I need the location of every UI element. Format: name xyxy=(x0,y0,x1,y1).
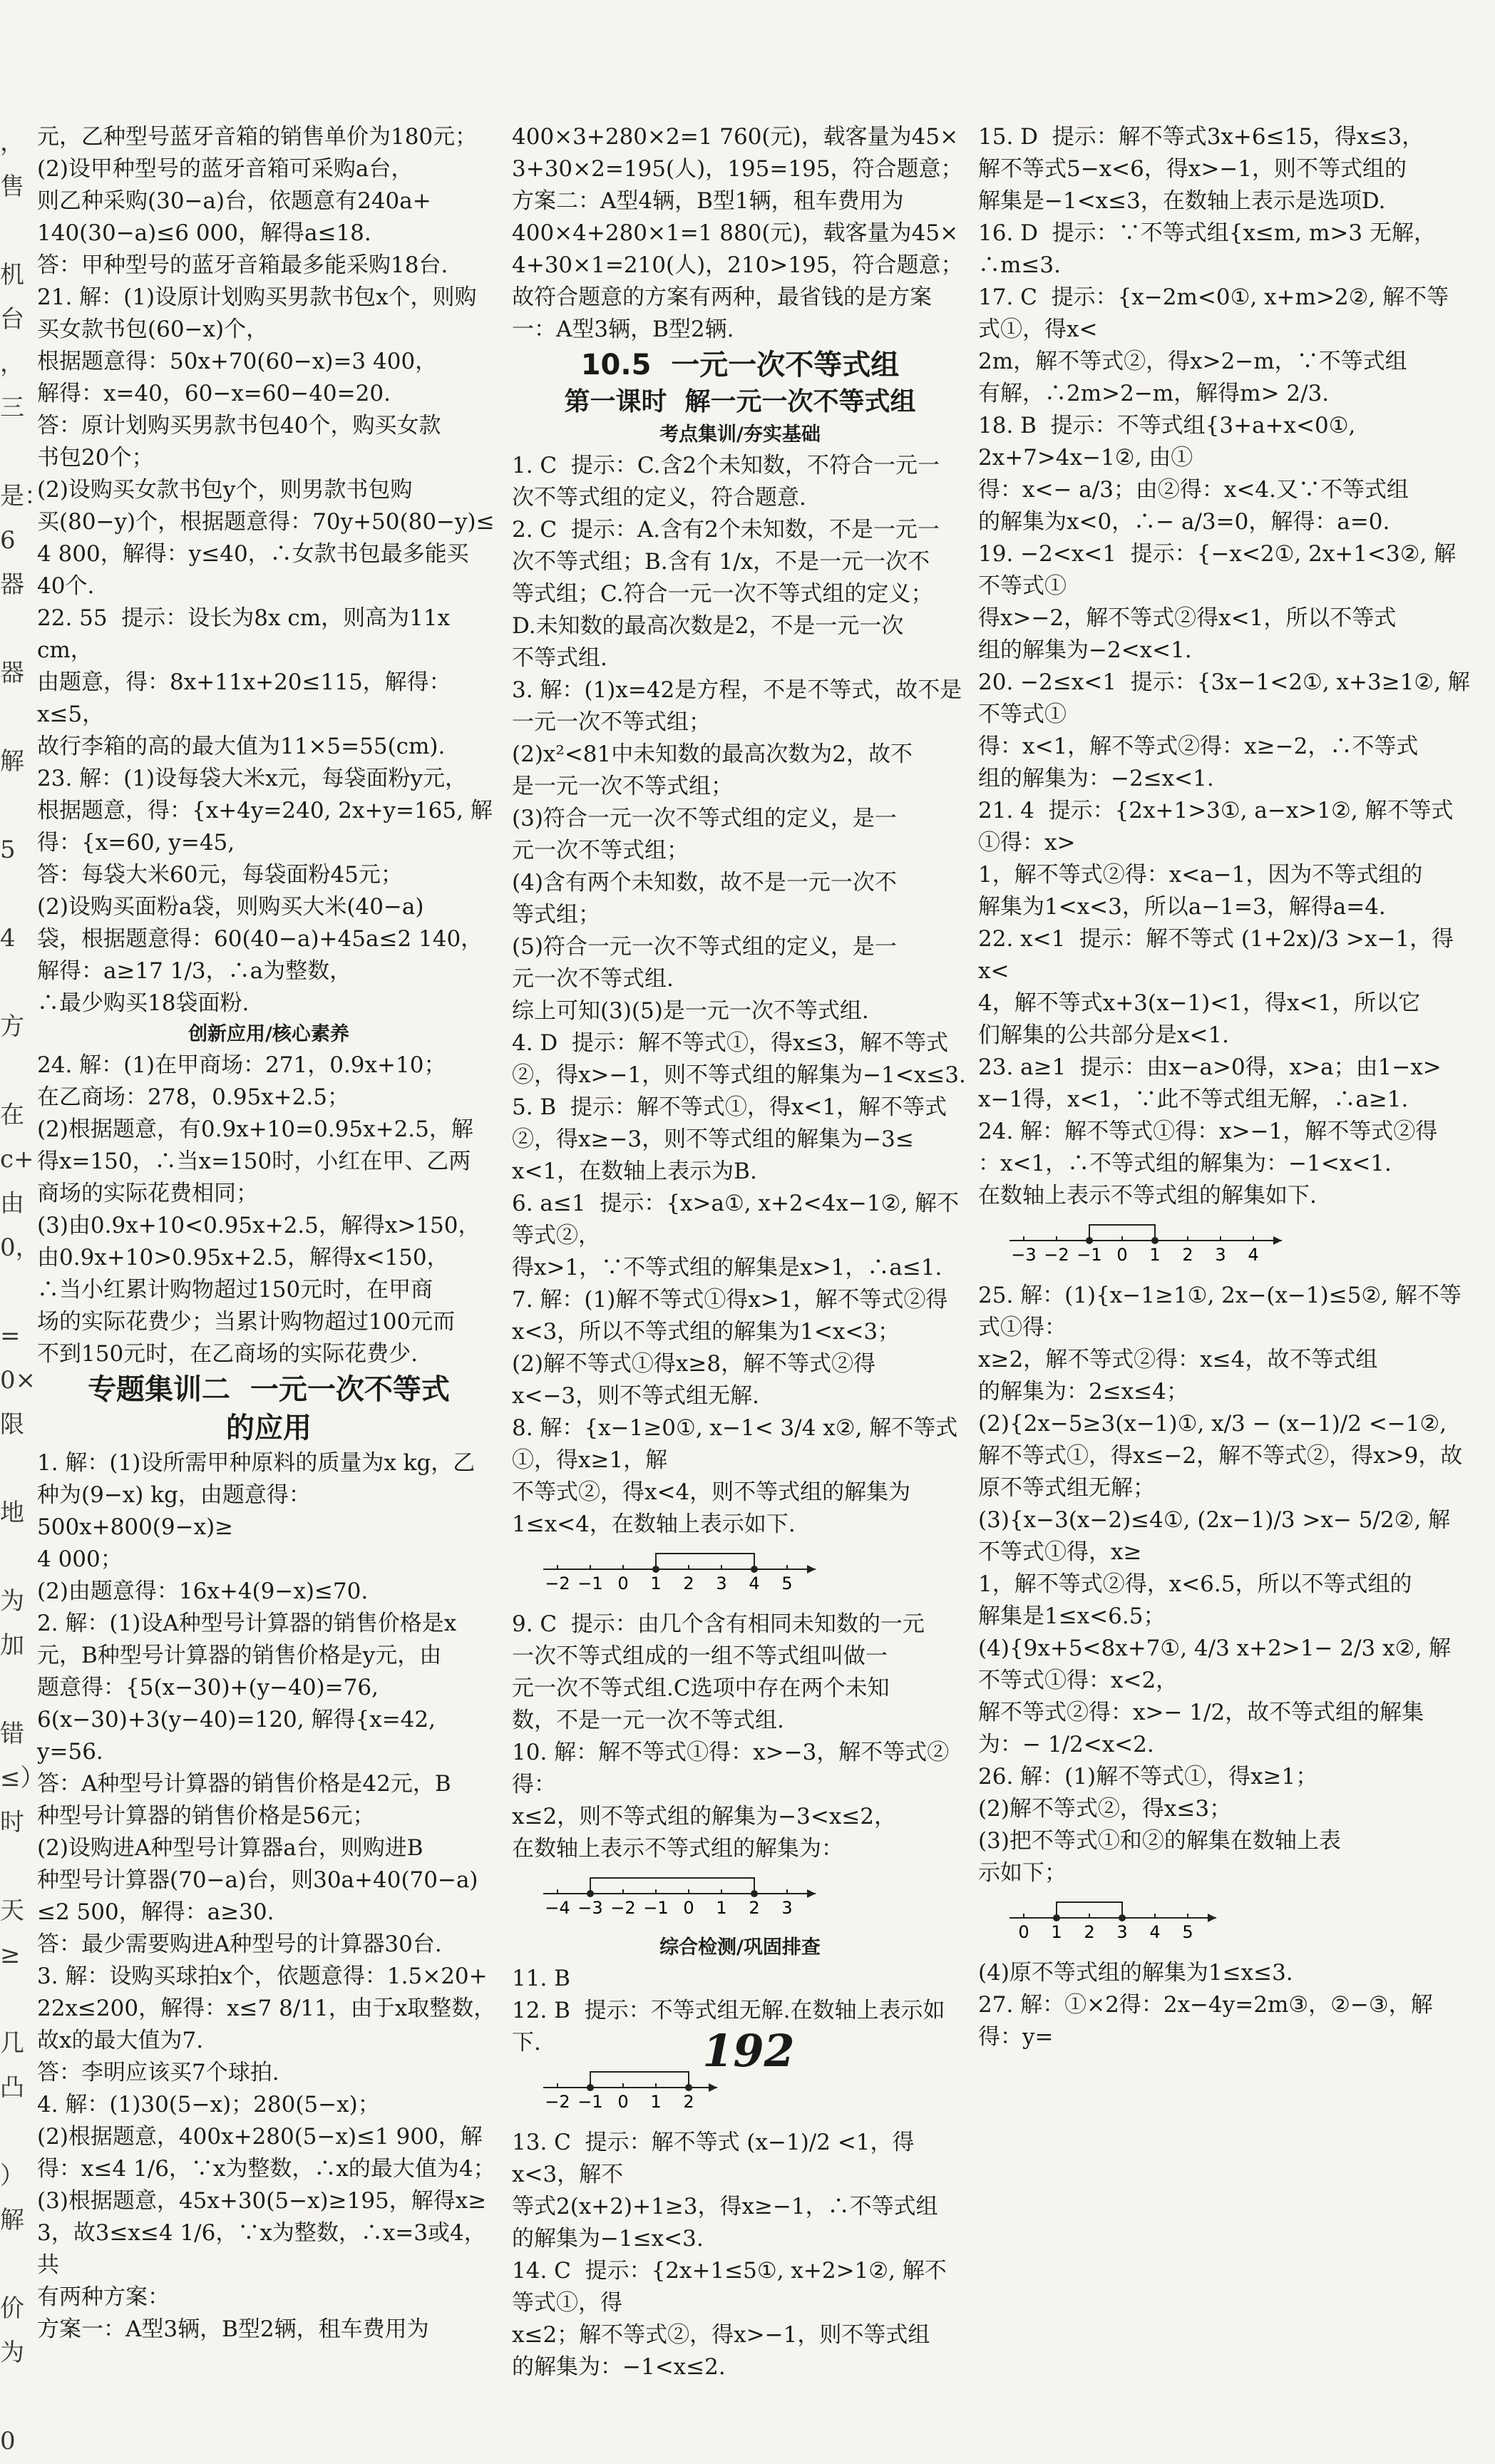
edge-fragment xyxy=(0,2110,27,2155)
edge-fragment xyxy=(0,1270,27,1315)
text-line: 得x>−2，解不等式②得x<1，所以不等式 xyxy=(978,605,1397,631)
text-line: 买(80−y)个，根据题意得：70y+50(80−y)≤ xyxy=(37,509,495,535)
text-line: 一：A型3辆，B型2辆. xyxy=(512,317,734,342)
edge-fragment xyxy=(0,961,27,1005)
text-line: 1，解不等式②得：x<a−1，因为不等式组的 xyxy=(978,862,1423,888)
text-line: 的解集为−1≤x<3. xyxy=(512,2226,704,2252)
number-line-q26 xyxy=(1007,1894,1219,1944)
number-line-q8 xyxy=(540,1545,818,1595)
edge-fragment: 4 xyxy=(0,924,16,953)
edge-fragment: 价 xyxy=(0,2294,24,2323)
text-line: 在数轴上表示不等式组的解集如下. xyxy=(978,1183,1317,1208)
edge-fragment: 解 xyxy=(0,747,24,776)
number-line-tick-label: 5 xyxy=(781,1574,793,1593)
number-line-tick-label: −2 xyxy=(610,1898,636,1918)
edge-fragment: 器 xyxy=(0,570,24,599)
edge-fragment: 错 xyxy=(0,1720,24,1748)
text-line: ∴最少购买18袋面粉. xyxy=(37,990,250,1016)
text-line: (4)含有两个未知数，故不是一元一次不 xyxy=(512,870,897,895)
number-line-endpoint xyxy=(1151,1237,1159,1244)
edge-fragment xyxy=(0,1536,27,1580)
text-line: 20. −2≤x<1 提示：{3x−1<2①, x+3≥1②, 解不等式① xyxy=(978,669,1470,727)
text-line: ≤2 500，解得：a≥30. xyxy=(37,1899,274,1925)
edge-fragment: 器 xyxy=(0,659,24,687)
edge-fragment: 方 xyxy=(0,1012,24,1041)
text-line: 示如下； xyxy=(978,1860,1067,1886)
text-line: 23. 解：(1)设每袋大米x元，每袋面粉y元， xyxy=(37,766,468,791)
number-line-tick-label: 1 xyxy=(1051,1922,1062,1942)
text-line: 元一次不等式组. xyxy=(512,966,674,992)
text-line: (2)根据题意，400x+280(5−x)≤1 900，解 xyxy=(37,2124,483,2150)
text-line: 4 000； xyxy=(37,1546,123,1572)
number-line-tick-label: −2 xyxy=(545,2092,570,2112)
text-line: 得x>1，∵不等式组的解集是x>1，∴a≤1. xyxy=(512,1255,942,1280)
text-line: x<1，在数轴上表示为B. xyxy=(512,1159,757,1184)
text-line: 3. 解：设购买球拍x个，依题意得：1.5×20+ xyxy=(37,1963,488,1989)
text-line: 在数轴上表示不等式组的解集为： xyxy=(512,1836,843,1862)
number-line-tick-label: 1 xyxy=(650,1574,662,1593)
edge-fragment: 机 xyxy=(0,261,24,289)
text-line: 答：A种型号计算器的销售价格是42元，B xyxy=(37,1771,451,1797)
number-line-endpoint xyxy=(1086,1237,1093,1244)
text-line: 次不等式组；B.含有 1/x，不是一元一次不 xyxy=(512,549,930,575)
edge-fragment: 解 xyxy=(0,2206,24,2234)
text-line: 6. a≤1 提示：{x>a①, x+2<4x−1②, 解不等式②， xyxy=(512,1191,960,1248)
number-line-endpoint xyxy=(685,2084,692,2091)
text-line: 元，乙种型号蓝牙音箱的销售单价为180元； xyxy=(37,124,478,150)
text-line: 种为(9−x) kg，由题意得：500x+800(9−x)≥ xyxy=(37,1482,311,1540)
arrow-right-icon xyxy=(807,1889,816,1898)
text-line: 答：最少需要购进A种型号的计算器30台. xyxy=(37,1931,442,1957)
text-line: 的解集为x<0，∴− a/3=0，解得：a=0. xyxy=(978,509,1390,535)
number-line-tick-label: −3 xyxy=(577,1898,603,1918)
text-line: 24. 解：解不等式①得：x>−1，解不等式②得 xyxy=(978,1119,1438,1144)
text-line: 1，解不等式②得，x<6.5，所以不等式组的 xyxy=(978,1571,1412,1597)
text-line: 26. 解：(1)解不等式①，得x≥1； xyxy=(978,1764,1318,1790)
text-line: (2)设购进A种型号计算器a台，则购进B xyxy=(37,1835,423,1861)
text-line: ②，得x≥−3，则不等式组的解集为−3≤ xyxy=(512,1126,914,1152)
text-line: 一次不等式组成的一组不等式组叫做一 xyxy=(512,1643,888,1669)
arrow-right-icon xyxy=(709,2083,717,2092)
text-line: (2)x²<81中未知数的最高次数为2，故不 xyxy=(512,741,913,767)
text-line: (2)设购买女款书包y个，则男款书包购 xyxy=(37,477,413,503)
number-line-tick-label: 2 xyxy=(749,1898,760,1918)
number-line-endpoint xyxy=(751,1566,758,1573)
edge-fragment: 台 xyxy=(0,305,24,334)
text-line: 等式2(x+2)+1≥3，得x≥−1，∴不等式组 xyxy=(512,2194,938,2219)
edge-fragment xyxy=(0,696,27,740)
text-line: 3+30×2=195(人)，195=195，符合题意； xyxy=(512,156,963,182)
text-line: 的解集为：2≤x≤4； xyxy=(978,1379,1188,1405)
text-line: 25. 解：(1){x−1≥1①, 2x−(x−1)≤5②, 解不等式①得： xyxy=(978,1283,1461,1340)
text-line: 22x≤200，解得：x≤7 8/11，由于x取整数， xyxy=(37,1996,496,2021)
text-line: 21. 4 提示：{2x+1>3①, a−x>1②, 解不等式①得：x> xyxy=(978,798,1454,856)
edge-fragment: 三 xyxy=(0,394,24,422)
text-line: 21. 解：(1)设原计划购买男款书包x个，则购 xyxy=(37,284,477,310)
text-line: 13. C 提示：解不等式 (x−1)/2 <1，得x<3，解不 xyxy=(512,2130,915,2187)
edge-fragment: 0× xyxy=(0,1366,36,1395)
text-line: 有解，∴2m>2−m，解得m> 2/3. xyxy=(978,381,1330,406)
number-line-tick-label: 1 xyxy=(716,1898,727,1918)
text-line: 由题意，得：8x+11x+20≤115，解得：x≤5， xyxy=(37,669,451,727)
edge-fragment xyxy=(0,784,27,828)
text-line: 书包20个； xyxy=(37,445,154,471)
text-line: 袋，根据题意得：60(40−a)+45a≤2 140， xyxy=(37,926,483,952)
edge-fragment xyxy=(0,1978,27,2022)
text-line: x≤2；解不等式②，得x>−1，则不等式组 xyxy=(512,2322,930,2348)
text-line: 5. B 提示：解不等式①，得x<1，解不等式 xyxy=(512,1094,947,1120)
number-line-endpoint xyxy=(587,1890,594,1897)
text-line: (3)把不等式①和②的解集在数轴上表 xyxy=(978,1828,1341,1854)
number-line-solution-range xyxy=(656,1554,754,1569)
edge-fragment: 由 xyxy=(0,1189,24,1218)
text-line: 元，B种型号计算器的销售价格是y元，由 xyxy=(37,1643,442,1668)
edge-fragment: 是： xyxy=(0,482,48,510)
text-line: 不等式②，得x<4，则不等式组的解集为 xyxy=(512,1479,911,1505)
text-line: 答：原计划购买男款书包40个，购买女款 xyxy=(37,413,441,438)
text-line: 23. a≥1 提示：由x−a>0得，x>a；由1−x> xyxy=(978,1054,1442,1080)
edge-fragment xyxy=(0,1049,27,1094)
text-line: (2)解不等式②，得x≤3； xyxy=(978,1796,1232,1822)
number-line-tick-label: 4 xyxy=(1248,1245,1259,1265)
text-line: (4)原不等式组的解集为1≤x≤3. xyxy=(978,1960,1293,1986)
text-line: (2){2x−5≥3(x−1)①, x/3 − (x−1)/2 <−1②, xyxy=(978,1411,1447,1437)
text-line: 是一元一次不等式组； xyxy=(512,774,733,799)
text-line: 答：甲种型号的蓝牙音箱最多能采购18台. xyxy=(37,252,448,278)
text-line: 解得：x=40，60−x=60−40=20. xyxy=(37,381,391,406)
number-line-tick-label: 2 xyxy=(1084,1922,1095,1942)
text-line: 题意得：{5(x−30)+(y−40)=76, 6(x−30)+3(y−40)=120, 解得{x=42, y=56. xyxy=(37,1675,443,1765)
number-line-tick-label: 0 xyxy=(617,2092,629,2112)
text-line: 17. C 提示：{x−2m<0①, x+m>2②, 解不等式①，得x< xyxy=(978,284,1449,342)
text-line: 2. C 提示：A.含有2个未知数，不是一元一 xyxy=(512,517,940,543)
number-line-tick-label: 3 xyxy=(781,1898,793,1918)
text-line: 4. 解：(1)30(5−x)；280(5−x)； xyxy=(37,2092,380,2118)
text-line: 方案二：A型4辆，B型1辆，租车费用为 xyxy=(512,188,904,214)
text-line: 14. C 提示：{2x+1≤5①, x+2>1②, 解不等式①，得 xyxy=(512,2258,947,2316)
text-line: 组的解集为：−2≤x<1. xyxy=(978,766,1214,791)
left-edge-fragments xyxy=(0,121,48,2455)
text-line: 得：x<− a/3；由②得：x<4.又∵不等式组 xyxy=(978,477,1409,503)
text-line: ∴当小红累计购物超过150元时，在甲商 xyxy=(37,1277,433,1303)
text-line: 解集为1<x<3，所以a−1=3，解得a=4. xyxy=(978,894,1386,920)
edge-fragment xyxy=(0,1845,27,1889)
text-line: x<−3，则不等式组无解. xyxy=(512,1383,760,1409)
text-line: 24. 解：(1)在甲商场：271，0.9x+10； xyxy=(37,1052,446,1078)
text-line: x≤2，则不等式组的解集为−3<x≤2， xyxy=(512,1804,897,1829)
section-heading: 创新应用/核心素养 xyxy=(188,1023,349,1045)
text-line: 得：x<1，解不等式②得：x≥−2，∴不等式 xyxy=(978,734,1419,759)
edge-fragment xyxy=(0,431,27,475)
edge-fragment: ≥ xyxy=(0,1941,21,1969)
text-line: 买女款书包(60−x)个， xyxy=(37,317,269,342)
number-line-solution-range xyxy=(590,1878,754,1894)
text-line: 400×4+280×1=1 880(元)，载客量为45× xyxy=(512,220,959,246)
text-line: 故x的最大值为7. xyxy=(37,2028,204,2053)
number-line-tick-label: 0 xyxy=(1116,1245,1128,1265)
number-line-tick-label: −1 xyxy=(577,1574,603,1593)
text-line: 4，解不等式x+3(x−1)<1，得x<1，所以它 xyxy=(978,990,1421,1016)
text-line: 等式组； xyxy=(512,902,600,928)
page-number: 192 xyxy=(702,2025,795,2077)
text-line: (5)符合一元一次不等式组的定义，是一 xyxy=(512,934,897,960)
edge-fragment xyxy=(0,607,27,652)
text-line: (4){9x+5<8x+7①, 4/3 x+2>1− 2/3 x②, 解不等式①得：x<2， xyxy=(978,1636,1452,1693)
arrow-right-icon xyxy=(807,1565,816,1574)
edge-fragment: ） xyxy=(0,2162,24,2190)
number-line-tick-label: −4 xyxy=(545,1898,570,1918)
text-line: 解不等式5−x<6，得x>−1，则不等式组的 xyxy=(978,156,1407,182)
number-line-tick-label: 5 xyxy=(1182,1922,1193,1942)
edge-fragment: 为 xyxy=(0,1587,24,1616)
text-line: (2)设甲种型号的蓝牙音箱可采购a台， xyxy=(37,156,413,182)
number-line-endpoint xyxy=(1119,1914,1126,1921)
edge-fragment: ≤） xyxy=(0,1764,45,1792)
text-line: 18. B 提示：不等式组{3+a+x<0①, 2x+7>4x−1②, 由① xyxy=(978,413,1363,471)
text-line: 解不等式①，得x≤−2，解不等式②，得x>9，故 xyxy=(978,1443,1463,1469)
text-line: 27. 解：①×2得：2x−4y=2m③，②−③，解得：y= xyxy=(978,1992,1433,2050)
text-line: 元一次不等式组； xyxy=(512,838,689,863)
text-line: 场的实际花费少；当累计购物超过100元而 xyxy=(37,1309,456,1335)
text-line: (2)由题意得：16x+4(9−x)≤70. xyxy=(37,1578,369,1604)
text-line: 3，故3≤x≤4 1/6，∵x为整数，∴x=3或4，共 xyxy=(37,2220,486,2278)
number-line-tick-label: −2 xyxy=(1044,1245,1069,1265)
section-heading: 综合检测/巩固排查 xyxy=(659,1936,821,1959)
number-line-tick-label: −1 xyxy=(577,2092,603,2112)
text-line: 不到150元时，在乙商场的实际花费少. xyxy=(37,1341,418,1367)
number-line-tick-label: 1 xyxy=(1149,1245,1161,1265)
edge-fragment: 0， xyxy=(0,1233,40,1262)
edge-fragment xyxy=(0,873,27,917)
text-line: 一元一次不等式组； xyxy=(512,709,711,735)
text-line: 根据题意得：50x+70(60−x)=3 400， xyxy=(37,349,438,374)
text-line: 解得：a≥17 1/3，∴a为整数， xyxy=(37,958,352,984)
text-line: 15. D 提示：解不等式3x+6≤15，得x≤3， xyxy=(978,124,1424,150)
text-line: 数，不是一元一次不等式组. xyxy=(512,1708,784,1733)
text-line: 根据题意，得：{x+4y=240, 2x+y=165, 解得：{x=60, y=45, xyxy=(37,798,493,856)
text-line: 4 800，解得：y≤40，∴女款书包最多能买 xyxy=(37,541,469,567)
section-heading: 考点集训/夯实基础 xyxy=(659,423,821,446)
text-line: 22. 55 提示：设长为8x cm，则高为11x cm， xyxy=(37,605,457,663)
text-line: 等式组；C.符合一元一次不等式组的定义； xyxy=(512,581,933,607)
text-line: 解集是−1<x≤3，在数轴上表示是选项D. xyxy=(978,188,1386,214)
number-line-tick-label: 2 xyxy=(683,1574,694,1593)
column-left xyxy=(37,121,500,2342)
edge-fragment: 加 xyxy=(0,1631,24,1660)
number-line-tick-label: 0 xyxy=(683,1898,694,1918)
text-line: 1. 解：(1)设所需甲种原料的质量为x kg，乙 xyxy=(37,1450,476,1476)
text-line: 3. 解：(1)x=42是方程，不是不等式，故不是 xyxy=(512,677,962,703)
text-line: 不等式组. xyxy=(512,645,607,671)
arrow-right-icon xyxy=(1208,1914,1216,1922)
text-line: 12. B 提示：不等式组无解.在数轴上表示如下. xyxy=(512,1998,945,2055)
number-line-tick-label: 0 xyxy=(1018,1922,1029,1942)
edge-fragment: 凸 xyxy=(0,2073,24,2102)
section-heading: 第一课时 解一元一次不等式组 xyxy=(564,387,916,416)
edge-fragment xyxy=(0,1668,27,1713)
text-line: (3){x−3(x−2)≤4①, (2x−1)/3 >x− 5/2②, 解不等式①得，x≥ xyxy=(978,1507,1451,1565)
edge-fragment: 为 xyxy=(0,2339,24,2367)
number-line-q24 xyxy=(1007,1216,1285,1266)
text-line: (2)解不等式①得x≥8，解不等式②得 xyxy=(512,1351,876,1377)
text-line: (3)根据题意，45x+30(5−x)≥195，解得x≥ xyxy=(37,2188,487,2214)
text-line: 次不等式组的定义，符合题意. xyxy=(512,485,806,510)
text-line: 为：− 1/2<x<2. xyxy=(978,1732,1154,1757)
text-line: 9. C 提示：由几个含有相同未知数的一元 xyxy=(512,1611,925,1637)
edge-fragment: 5 xyxy=(0,836,16,864)
text-line: 综上可知(3)(5)是一元一次不等式组. xyxy=(512,998,869,1024)
section-heading: 10.5 一元一次不等式组 xyxy=(580,349,900,381)
text-line: 元一次不等式组.C选项中存在两个未知 xyxy=(512,1675,890,1701)
text-line: x<3，所以不等式组的解集为1<x<3； xyxy=(512,1319,900,1345)
text-line: 10. 解：解不等式①得：x>−3，解不等式②得： xyxy=(512,1740,950,1797)
edge-fragment: = xyxy=(0,1322,21,1350)
text-line: 们解集的公共部分是x<1. xyxy=(978,1022,1230,1048)
text-line: 400×3+280×2=1 760(元)，载客量为45× xyxy=(512,124,959,150)
text-line: x−1得，x<1，∵此不等式组无解，∴a≥1. xyxy=(978,1087,1409,1112)
edge-fragment xyxy=(0,2376,27,2420)
edge-fragment: ， xyxy=(0,349,24,378)
column-right xyxy=(978,121,1470,2050)
number-line-endpoint xyxy=(652,1566,659,1573)
text-line: 1≤x<4，在数轴上表示如下. xyxy=(512,1511,796,1537)
edge-fragment: 售 xyxy=(0,173,24,201)
text-line: 1. C 提示：C.含2个未知数，不符合一元一 xyxy=(512,453,940,478)
edge-fragment xyxy=(0,2243,27,2287)
number-line-tick-label: 3 xyxy=(1215,1245,1226,1265)
number-line-q10 xyxy=(540,1869,818,1919)
text-line: 则乙种采购(30−a)台，依题意有240a+ xyxy=(37,188,431,214)
edge-fragment xyxy=(0,1447,27,1492)
text-line: 组的解集为−2<x<1. xyxy=(978,637,1192,663)
edge-fragment: 时 xyxy=(0,1808,24,1837)
text-line: 2. 解：(1)设A种型号计算器的销售价格是x xyxy=(37,1611,457,1636)
text-line: 种型号计算器的销售价格是56元； xyxy=(37,1803,375,1829)
arrow-right-icon xyxy=(1273,1236,1282,1245)
text-line: (3)由0.9x+10<0.95x+2.5，解得x>150， xyxy=(37,1213,481,1238)
text-line: 得x=150，∴当x=150时，小红在甲、乙两 xyxy=(37,1149,471,1174)
number-line-endpoint xyxy=(587,2084,594,2091)
text-line: 7. 解：(1)解不等式①得x>1，解不等式②得 xyxy=(512,1287,948,1313)
text-line: 8. 解：{x−1≥0①, x−1< 3/4 x②, 解不等式①，得x≥1，解 xyxy=(512,1415,958,1473)
number-line-tick-label: 1 xyxy=(650,2092,662,2112)
text-line: (2)根据题意，有0.9x+10=0.95x+2.5，解 xyxy=(37,1116,473,1142)
number-line-tick-label: −1 xyxy=(643,1898,669,1918)
edge-fragment: 0 xyxy=(0,2427,16,2455)
text-line: (3)符合一元一次不等式组的定义，是一 xyxy=(512,806,897,831)
edge-fragment: 限 xyxy=(0,1410,24,1439)
edge-fragment: 在 xyxy=(0,1101,24,1129)
text-line: 得：x≤4 1/6，∵x为整数，∴x的最大值为4； xyxy=(37,2156,495,2182)
number-line-tick-label: 0 xyxy=(617,1574,629,1593)
text-line: 商场的实际花费相同； xyxy=(37,1181,258,1206)
edge-fragment: c+ xyxy=(0,1145,34,1174)
text-line: 19. −2<x<1 提示：{−x<2①, 2x+1<3②, 解不等式① xyxy=(978,541,1457,599)
text-line: 11. B xyxy=(512,1966,570,1991)
text-line: 答：每袋大米60元，每袋面粉45元； xyxy=(37,862,403,888)
text-line: 解集是1≤x<6.5； xyxy=(978,1603,1166,1629)
number-line-tick-label: 3 xyxy=(716,1574,727,1593)
number-line-tick-label: −2 xyxy=(545,1574,570,1593)
text-line: 4+30×1=210(人)，210>195，符合题意； xyxy=(512,252,963,278)
text-line: ：x<1，∴不等式组的解集为：−1<x<1. xyxy=(978,1151,1392,1176)
number-line-endpoint xyxy=(1053,1914,1060,1921)
text-line: 答：李明应该买7个球拍. xyxy=(37,2060,279,2085)
number-line-tick-label: 3 xyxy=(1116,1922,1128,1942)
text-line: 故行李箱的高的最大值为11×5=55(cm). xyxy=(37,734,446,759)
number-line-tick-label: 2 xyxy=(683,2092,694,2112)
text-line: 22. x<1 提示：解不等式 (1+2x)/3 >x−1，得x< xyxy=(978,926,1454,984)
text-line: 由0.9x+10>0.95x+2.5，解得x<150， xyxy=(37,1245,449,1270)
edge-fragment: 天 xyxy=(0,1896,24,1925)
number-line-tick-label: 2 xyxy=(1182,1245,1193,1265)
text-line: 种型号计算器(70−a)台，则30a+40(70−a) xyxy=(37,1867,478,1893)
text-line: x≥2，解不等式②得：x≤4，故不等式组 xyxy=(978,1347,1378,1372)
text-line: 40个. xyxy=(37,573,95,599)
text-line: 故符合题意的方案有两种，最省钱的是方案 xyxy=(512,284,932,310)
number-line-tick-label: 4 xyxy=(749,1574,760,1593)
text-line: 原不等式组无解； xyxy=(978,1475,1155,1501)
text-line: 在乙商场：278，0.95x+2.5； xyxy=(37,1084,349,1110)
text-line: 4. D 提示：解不等式①，得x≤3，解不等式 xyxy=(512,1030,949,1056)
text-line: D.未知数的最高次数是2，不是一元一次 xyxy=(512,613,904,639)
section-heading: 专题集训二 一元一次不等式 xyxy=(88,1373,450,1406)
text-line: 方案一：A型3辆，B型2辆，租车费用为 xyxy=(37,2316,429,2342)
text-line: ②，得x>−1，则不等式组的解集为−1<x≤3. xyxy=(512,1062,966,1088)
text-line: 解不等式②得：x>− 1/2，故不等式组的解集 xyxy=(978,1700,1424,1725)
text-line: 有两种方案： xyxy=(37,2284,170,2310)
edge-fragment: 几 xyxy=(0,2029,24,2058)
text-line: 140(30−a)≤6 000，解得a≤18. xyxy=(37,220,371,246)
edge-fragment xyxy=(0,210,27,254)
number-line-endpoint xyxy=(751,1890,758,1897)
edge-fragment: 地 xyxy=(0,1499,24,1527)
number-line-tick-label: −1 xyxy=(1077,1245,1102,1265)
text-line: (2)设购买面粉a袋，则购买大米(40−a) xyxy=(37,894,424,920)
text-line: 16. D 提示：∵不等式组{x≤m, m>3 无解，∴m≤3. xyxy=(978,220,1436,278)
number-line-tick-label: 4 xyxy=(1149,1922,1161,1942)
text-line: 的解集为：−1<x≤2. xyxy=(512,2354,726,2380)
edge-fragment: ， xyxy=(0,128,24,157)
section-heading: 的应用 xyxy=(226,1412,312,1444)
text-line: 2m，解不等式②，得x>2−m，∵不等式组 xyxy=(978,349,1407,374)
edge-fragment: 6 xyxy=(0,526,16,555)
number-line-tick-label: −3 xyxy=(1011,1245,1037,1265)
